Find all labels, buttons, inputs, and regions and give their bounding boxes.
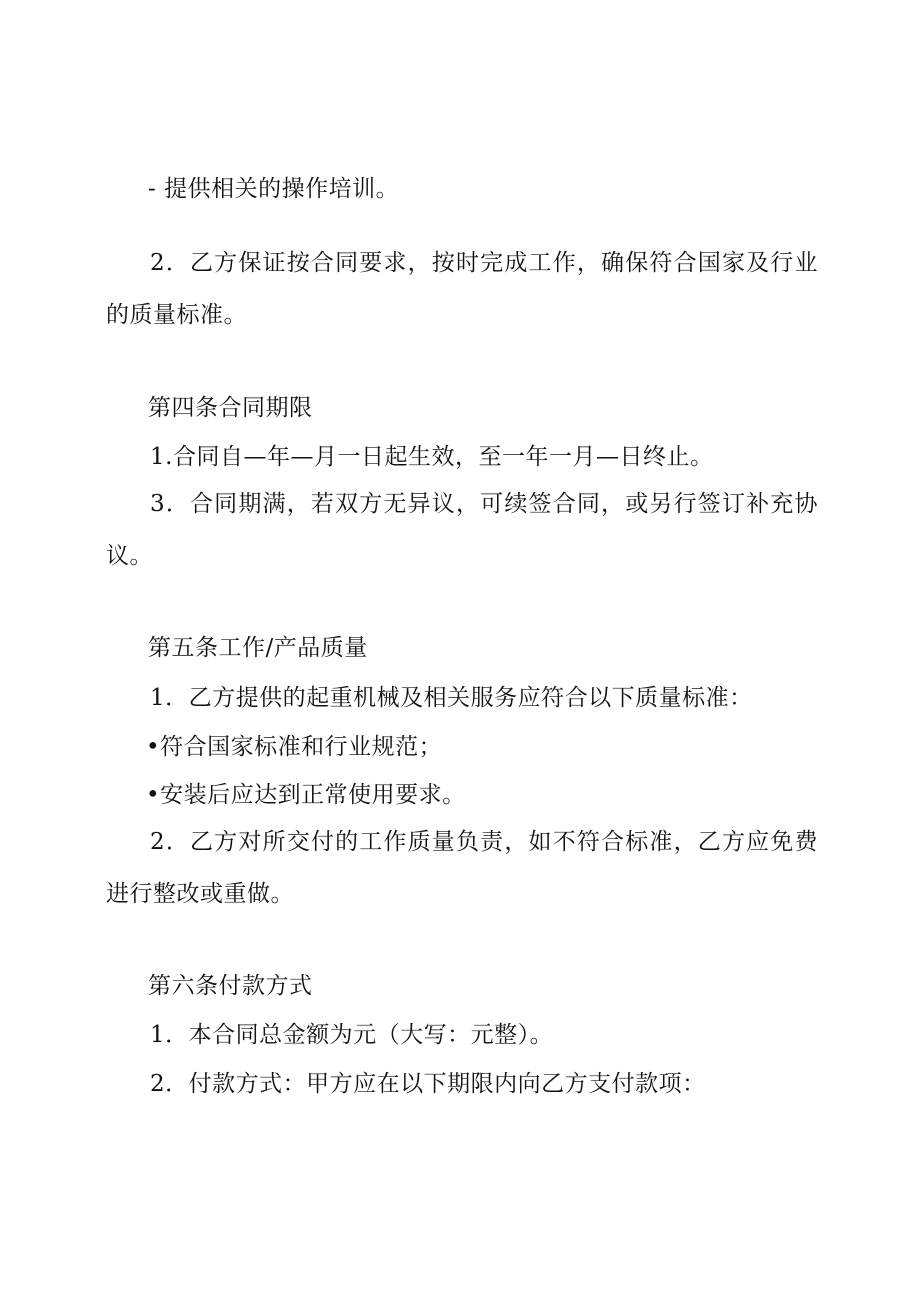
article-4-item-1: 1.合同自—年—月一日起生效，至一年一月—日终止。 [150, 444, 714, 470]
article-4-heading: 第四条合同期限 [148, 395, 313, 421]
training-line: - 提供相关的操作培训。 [148, 176, 400, 202]
article-6-heading: 第六条付款方式 [148, 973, 313, 999]
article-6-item-1: 1．本合同总金额为元（大写：元整）。 [150, 1022, 554, 1048]
quality-guarantee-paragraph: 2．乙方保证按合同要求，按时完成工作，确保符合国家及行业的质量标准。 [106, 250, 818, 328]
article-4-item-3: 3．合同期满，若双方无异议，可续签合同，或另行签订补充协议。 [106, 491, 818, 569]
article-5-item-1: 1．乙方提供的起重机械及相关服务应符合以下质量标准： [150, 685, 753, 711]
article-5-bullet-1: •符合国家标准和行业规范； [146, 734, 443, 760]
article-5-item-2: 2．乙方对所交付的工作质量负责，如不符合标准，乙方应免费进行整改或重做。 [106, 829, 818, 907]
article-5-heading: 第五条工作/产品质量 [148, 635, 368, 661]
article-5-bullet-2: •安装后应达到正常使用要求。 [146, 782, 466, 808]
article-6-item-2: 2．付款方式：甲方应在以下期限内向乙方支付款项： [150, 1071, 706, 1097]
